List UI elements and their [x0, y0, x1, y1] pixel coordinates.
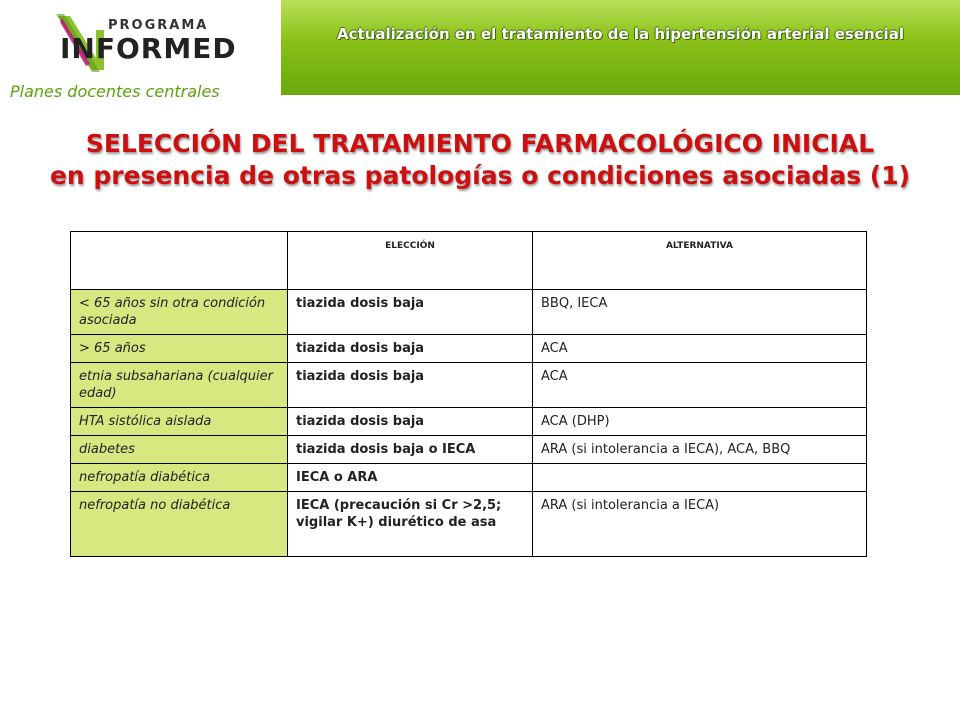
row-choice: tiazida dosis baja: [288, 408, 533, 436]
row-choice: IECA o ARA: [288, 464, 533, 492]
header-alternative: ALTERNATIVA: [533, 232, 867, 290]
header-condition: [71, 232, 288, 290]
row-choice: tiazida dosis baja: [288, 363, 533, 408]
row-alternative: ACA (DHP): [533, 408, 867, 436]
table-row: [71, 436, 867, 464]
table-row: [71, 290, 867, 335]
row-condition: etnia subsahariana (cualquier edad): [71, 363, 288, 408]
slide-title-line1: SELECCIÓN DEL TRATAMIENTO FARMACOLÓGICO INICIAL: [85, 129, 875, 158]
row-choice: tiazida dosis baja: [288, 290, 533, 335]
table-row: [71, 363, 867, 408]
row-condition: nefropatía no diabética: [71, 492, 288, 557]
row-condition: > 65 años: [71, 335, 288, 363]
table-header-row: [71, 232, 867, 290]
header-choice: ELECCIÓN: [288, 232, 533, 290]
informed-logo-mark: [56, 12, 256, 78]
treatment-table: [70, 231, 867, 557]
row-choice: tiazida dosis baja: [288, 335, 533, 363]
logo-main-text: INFORMED: [60, 32, 237, 65]
table-row: [71, 335, 867, 363]
row-choice: tiazida dosis baja o IECA: [288, 436, 533, 464]
logo-subtitle: Planes docentes centrales: [10, 82, 220, 101]
row-condition: nefropatía diabética: [71, 464, 288, 492]
row-choice: IECA (precaución si Cr >2,5; vigilar K+) diurético de asa: [288, 492, 533, 557]
row-alternative: ARA (si intolerancia a IECA), ACA, BBQ: [533, 436, 867, 464]
slide-title: [0, 128, 960, 192]
slide-title-line2: en presencia de otras patologías o condiciones asociadas (1): [49, 161, 911, 190]
row-alternative: ARA (si intolerancia a IECA): [533, 492, 867, 557]
row-alternative: ACA: [533, 363, 867, 408]
table-row: [71, 408, 867, 436]
programa-informed-logo: [56, 12, 256, 78]
row-alternative: ACA: [533, 335, 867, 363]
banner-title: Actualización en el tratamiento de la hipertensión arterial esencial: [337, 25, 904, 43]
table-row: [71, 492, 867, 557]
row-condition: < 65 años sin otra condición asociada: [71, 290, 288, 335]
logo-top-text: PROGRAMA: [108, 18, 209, 33]
row-alternative: BBQ, IECA: [533, 290, 867, 335]
header-banner: [281, 0, 960, 95]
row-condition: HTA sistólica aislada: [71, 408, 288, 436]
row-condition: diabetes: [71, 436, 288, 464]
row-alternative: [533, 464, 867, 492]
table-row: [71, 464, 867, 492]
